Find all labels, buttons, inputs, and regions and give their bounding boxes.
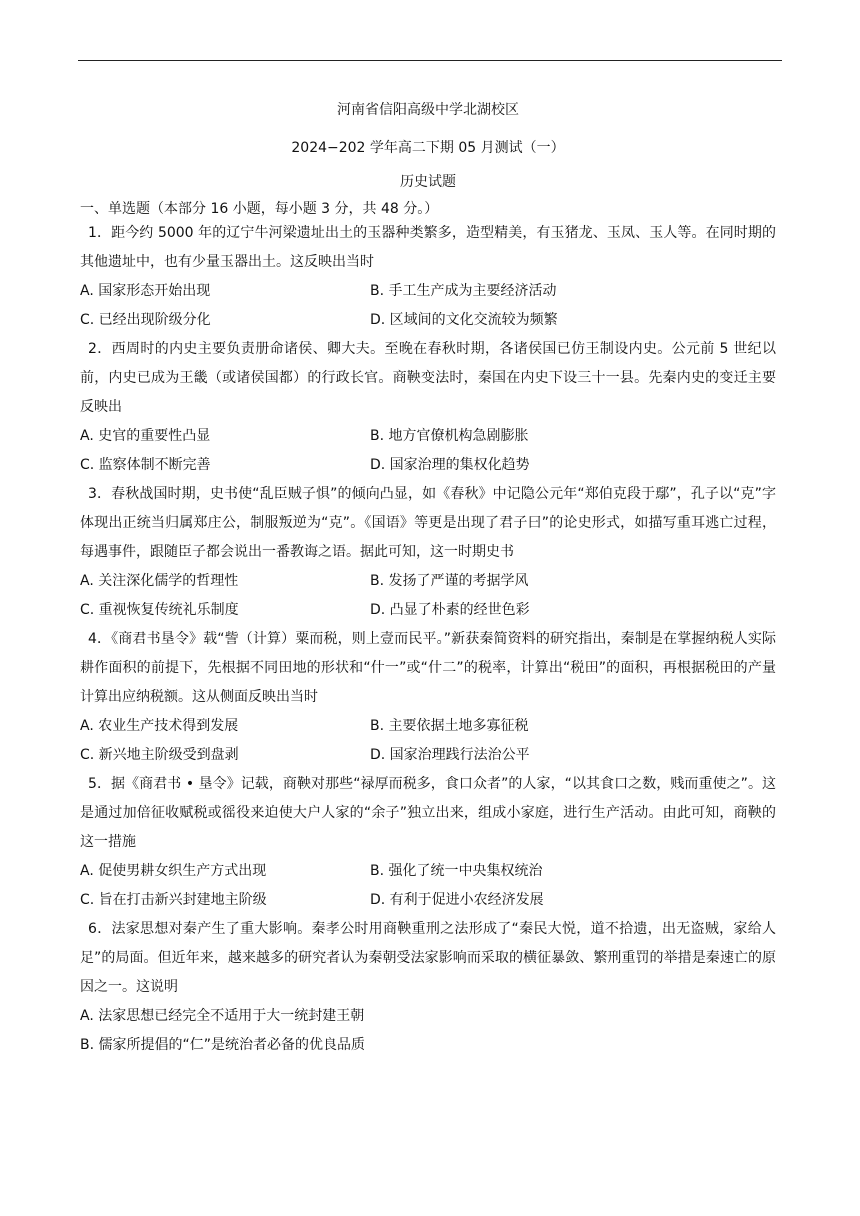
option-c: C. 重视恢复传统礼乐制度 xyxy=(80,602,239,618)
subject-title: 历史试题 xyxy=(400,174,456,190)
option-c: C. 监察体制不断完善 xyxy=(80,457,211,473)
option-a: A. 关注深化儒学的哲理性 xyxy=(80,573,239,589)
question-1 xyxy=(80,219,776,335)
question-stem: 1．距今约 5000 年的辽宁牛河梁遗址出土的玉器种类繁多，造型精美，有玉猪龙、玉凤、玉人等。在同时期的其他遗址中，也有少量玉器出土。这反映出当时 xyxy=(80,225,776,270)
option-b: B. 发扬了严谨的考据学风 xyxy=(370,573,529,589)
question-6 xyxy=(80,915,776,1060)
option-d: D. 国家治理的集权化趋势 xyxy=(370,457,530,473)
school-name: 河南省信阳高级中学北湖校区 xyxy=(337,102,519,118)
options xyxy=(80,277,776,335)
option-a: A. 促使男耕女织生产方式出现 xyxy=(80,863,267,879)
options xyxy=(80,1002,776,1060)
question-2 xyxy=(80,335,776,480)
question-stem: 5．据《商君书 • 垦令》记载，商鞅对那些“禄厚而税多，食口众者”的人家，“以其食口之数，贱而重使之”。这是通过加倍征收赋税或徭役来迫使大户人家的“余子”独立出来，组成小家庭，进行生产活动。由此可知，商鞅的这一措施 xyxy=(80,776,776,850)
exam-page xyxy=(80,100,776,1060)
option-c: C. 已经出现阶级分化 xyxy=(80,312,211,328)
header-rule xyxy=(78,60,782,61)
option-c: C. 旨在打击新兴封建地主阶级 xyxy=(80,892,267,908)
question-3 xyxy=(80,480,776,625)
options xyxy=(80,857,776,915)
option-b: B. 主要依据土地多寡征税 xyxy=(370,718,529,734)
option-a: A. 农业生产技术得到发展 xyxy=(80,718,239,734)
option-d: D. 凸显了朴素的经世色彩 xyxy=(370,602,530,618)
question-stem: 6．法家思想对秦产生了重大影响。秦孝公时用商鞅重刑之法形成了“秦民大悦，道不拾遗，出无盗贼，家给人足”的局面。但近年来，越来越多的研究者认为秦朝受法家影响而采取的横征暴敛、繁刑重罚的举措是秦速亡的原因之一。这说明 xyxy=(80,921,776,995)
option-b: B. 手工生产成为主要经济活动 xyxy=(370,283,557,299)
question-5 xyxy=(80,770,776,915)
question-stem: 3．春秋战国时期，史书使“乱臣贼子惧”的倾向凸显，如《春秋》中记隐公元年“郑伯克段于鄢”，孔子以“克”字体现出正统当归属郑庄公，制服叛逆为“克”。《国语》等更是出现了君子曰”的论史形式，如描写重耳逃亡过程，每遇事件，跟随臣子都会说出一番教诲之语。据此可知，这一时期史书 xyxy=(80,486,776,560)
section-heading: 一、单选题（本部分 16 小题，每小题 3 分，共 48 分。） xyxy=(80,201,439,217)
option-c: C. 新兴地主阶级受到盘剥 xyxy=(80,747,239,763)
option-b: B. 儒家所提倡的“仁”是统治者必备的优良品质 xyxy=(80,1037,366,1053)
option-a: A. 法家思想已经完全不适用于大一统封建王朝 xyxy=(80,1008,365,1024)
question-stem: 4．《商君书垦令》载“訾（计算）粟而税，则上壹而民平。”新获秦简资料的研究指出，秦制是在掌握纳税人实际耕作面积的前提下，先根据不同田地的形状和“什一”或“什二”的税率，计算出“税田”的面积，再根据税田的产量计算出应纳税额。这从侧面反映出当时 xyxy=(80,631,776,705)
question-4 xyxy=(80,625,776,770)
options xyxy=(80,712,776,770)
option-b: B. 强化了统一中央集权统治 xyxy=(370,863,543,879)
option-d: D. 国家治理践行法治公平 xyxy=(370,747,530,763)
question-stem: 2．西周时的内史主要负责册命诸侯、卿大夫。至晚在春秋时期，各诸侯国已仿王制设内史。公元前 5 世纪以前，内史已成为王畿（或诸侯国都）的行政长官。商鞅变法时，秦国在内史下设三十一县。先秦内史的变迁主要反映出 xyxy=(80,341,776,415)
option-a: A. 史官的重要性凸显 xyxy=(80,428,211,444)
exam-title: 2024−202 学年高二下期 05 月测试（一） xyxy=(291,140,565,156)
option-d: D. 有利于促进小农经济发展 xyxy=(370,892,544,908)
option-d: D. 区域间的文化交流较为频繁 xyxy=(370,312,558,328)
option-a: A. 国家形态开始出现 xyxy=(80,283,211,299)
options xyxy=(80,422,776,480)
options xyxy=(80,567,776,625)
option-b: B. 地方官僚机构急剧膨胀 xyxy=(370,428,529,444)
